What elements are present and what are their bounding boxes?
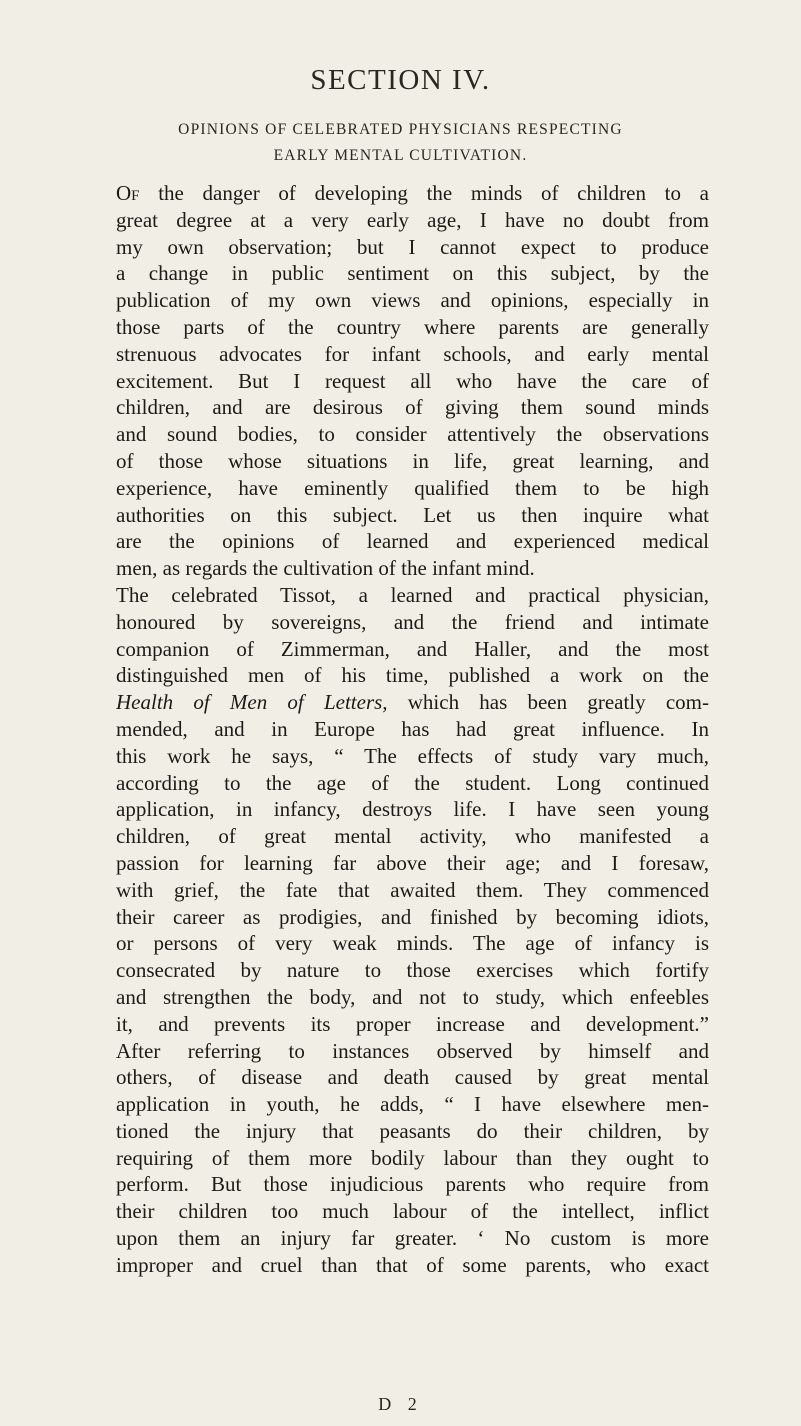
- text-line-7: strenuous advocates for infant schools, and early mental: [116, 341, 709, 366]
- text-line-34: others, of disease and death caused by great mental: [116, 1065, 709, 1090]
- text-line-23: according to the age of the student. Long continued: [116, 770, 709, 795]
- text-line-17: honoured by sovereigns, and the friend and intimate: [116, 609, 709, 634]
- text-line-20: Health of Men of Letters, which has been greatly com-: [116, 690, 709, 715]
- text-line-8: excitement. But I request all who have the care of: [116, 368, 709, 393]
- text-line-19: distinguished men of his time, published a work on the: [116, 663, 709, 688]
- section-subtitle-line-2: EARLY MENTAL CULTIVATION.: [273, 147, 528, 164]
- text-line-31: and strengthen the body, and not to study, which enfeebles: [116, 984, 709, 1009]
- text-line-11: of those whose situations in life, great learning, and: [116, 448, 709, 473]
- text-line-33: After referring to instances observed by himself and: [116, 1038, 709, 1063]
- text-line-29: or persons of very weak minds. The age of infancy is: [116, 931, 709, 956]
- text-line-5: publication of my own views and opinions, especially in: [116, 288, 709, 313]
- text-line-2: great degree at a very early age, I have no doubt from: [116, 207, 709, 232]
- text-line-39: their children too much labour of the intellect, inflict: [116, 1199, 709, 1224]
- text-line-10: and sound bodies, to consider attentively the observations: [116, 422, 709, 447]
- text-line-12: experience, have eminently qualified them to be high: [116, 475, 709, 500]
- text-line-37: requiring of them more bodily labour than they ought to: [116, 1145, 709, 1170]
- text-line-18: companion of Zimmerman, and Haller, and the most: [116, 636, 709, 661]
- text-line-22: this work he says, “ The effects of study vary much,: [116, 743, 709, 768]
- text-line-27: with grief, the fate that awaited them. They commenced: [116, 877, 709, 902]
- text-line-38: perform. But those injudicious parents who require from: [116, 1172, 709, 1197]
- text-line-1: Of the danger of developing the minds of children to a: [116, 181, 709, 205]
- text-line-24: application, in infancy, destroys life. I have seen young: [116, 797, 709, 822]
- text-line-40: upon them an injury far greater. ‘ No custom is more: [116, 1226, 709, 1251]
- text-line-9: children, and are desirous of giving them sound minds: [116, 395, 709, 420]
- book-title-italic: Health of Men of Letters,: [116, 690, 388, 715]
- text-line-4: a change in public sentiment on this subject, by the: [116, 261, 709, 286]
- text-line-14: are the opinions of learned and experienced medical: [116, 529, 709, 554]
- printer-signature-mark: D 2: [378, 1394, 423, 1414]
- text-line-13: authorities on this subject. Let us then inquire what: [116, 502, 709, 527]
- text-line-25: children, of great mental activity, who manifested a: [116, 824, 709, 849]
- text-line-3: my own observation; but I cannot expect to produce: [116, 234, 709, 259]
- text-line-26: passion for learning far above their age; and I foresaw,: [116, 850, 709, 875]
- body-text: [116, 180, 709, 1279]
- text-line-30: consecrated by nature to those exercises which fortify: [116, 958, 709, 983]
- opening-word: Of: [116, 181, 140, 205]
- text-line-28: their career as prodigies, and finished by becoming idiots,: [116, 904, 709, 929]
- text-line-21: mended, and in Europe has had great influence. In: [116, 716, 709, 741]
- section-subtitle-line-1: OPINIONS OF CELEBRATED PHYSICIANS RESPECTING: [178, 121, 623, 138]
- text-line-16: The celebrated Tissot, a learned and practical physician,: [116, 582, 709, 607]
- text-line-15: men, as regards the cultivation of the infant mind.: [116, 556, 535, 581]
- text-line-32: it, and prevents its proper increase and development.”: [116, 1011, 709, 1036]
- text-line-36: tioned the injury that peasants do their children, by: [116, 1118, 709, 1143]
- text-line-35: application in youth, he adds, “ I have elsewhere men-: [116, 1092, 709, 1117]
- text-line-41: improper and cruel than that of some parents, who exact: [116, 1252, 709, 1277]
- section-heading: SECTION IV.: [310, 64, 491, 96]
- text-line-6: those parts of the country where parents are generally: [116, 314, 709, 339]
